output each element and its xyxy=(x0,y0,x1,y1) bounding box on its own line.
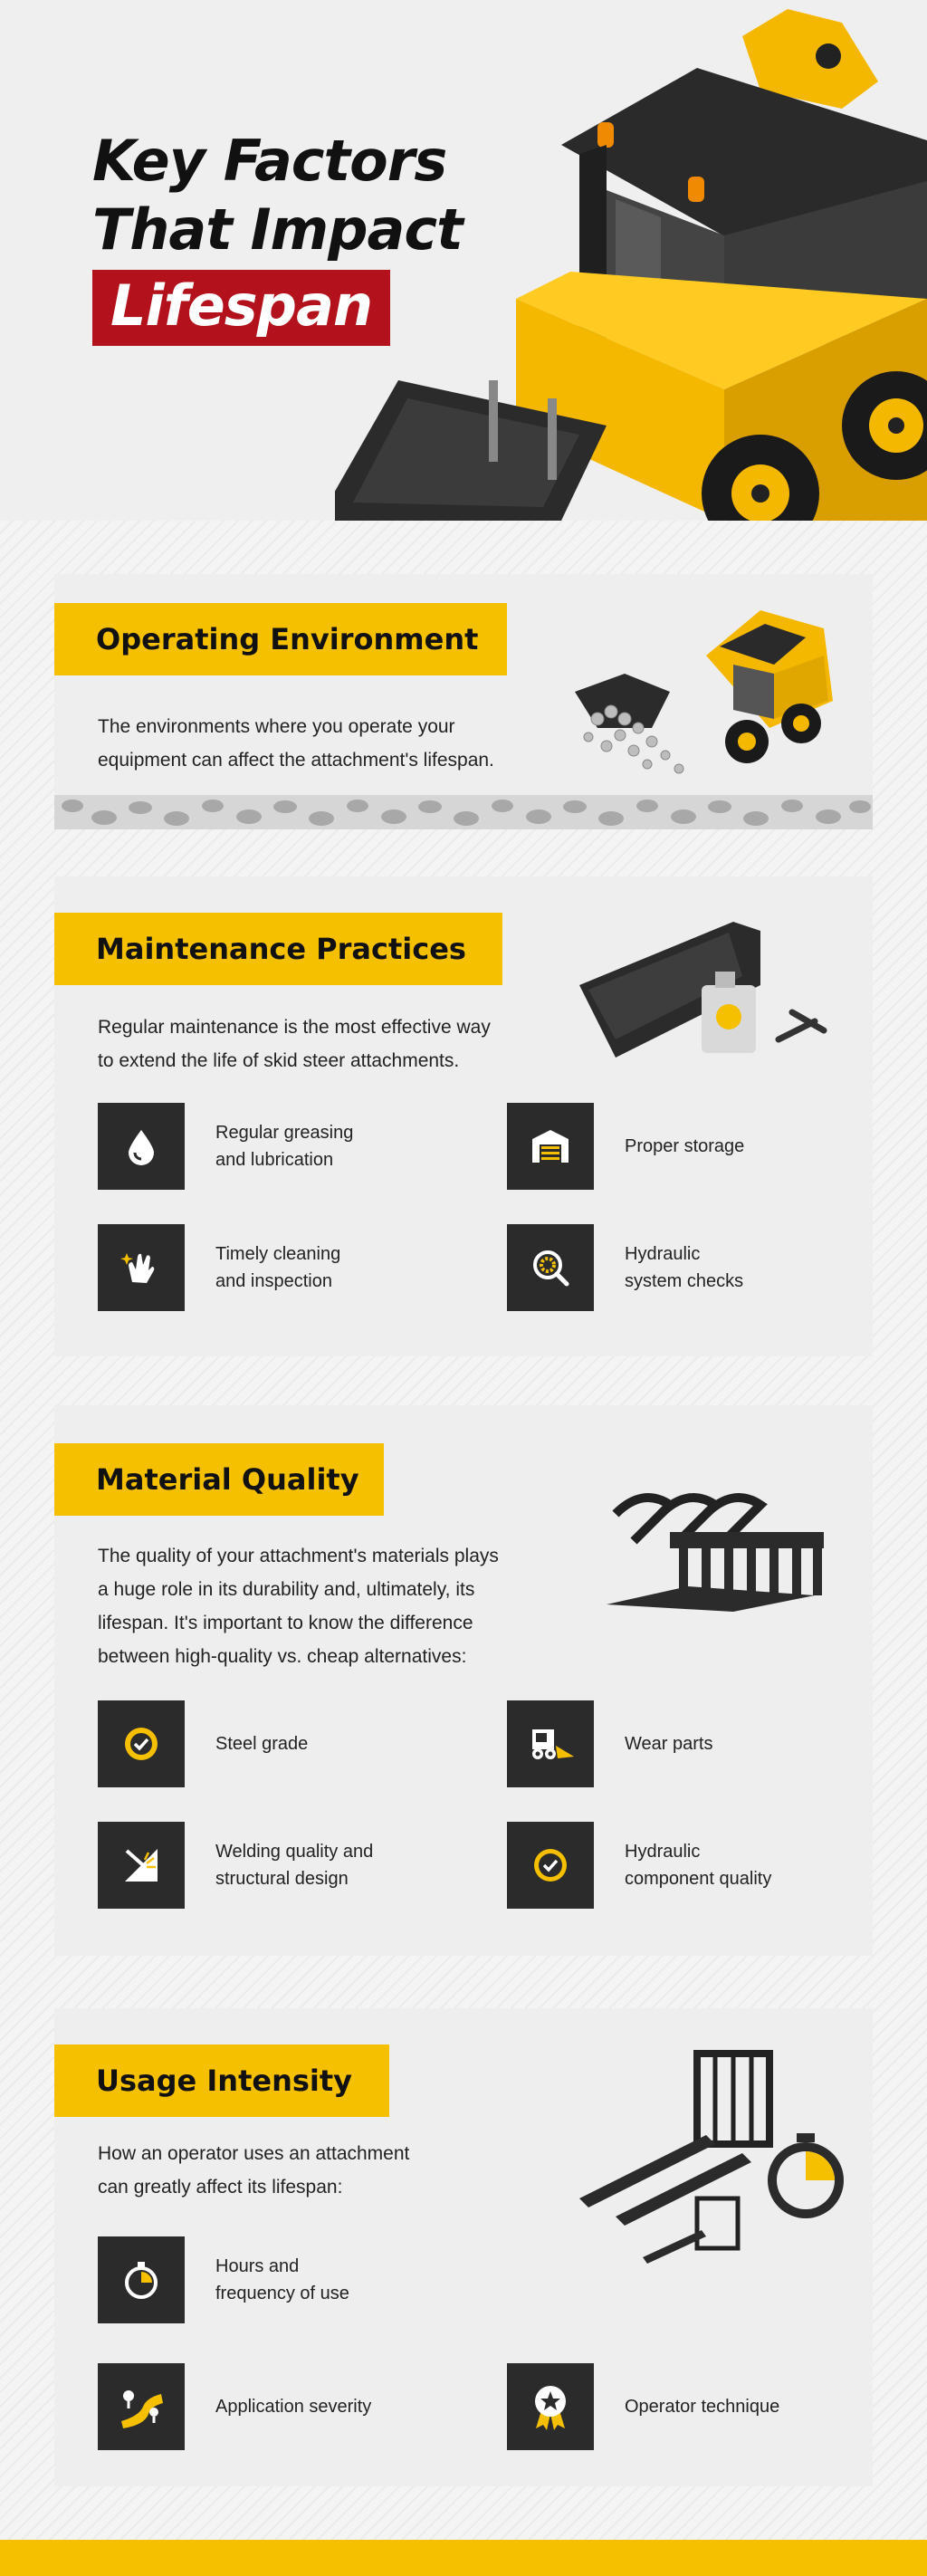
feature-line: and inspection xyxy=(215,1271,332,1291)
feature-line: Timely cleaning xyxy=(215,1244,341,1264)
garage-icon xyxy=(507,1103,594,1190)
badge-check-icon xyxy=(98,1700,185,1787)
feature-storage xyxy=(507,1103,851,1190)
feature-label xyxy=(215,1838,433,1892)
feature-line: Regular greasing xyxy=(215,1123,354,1143)
feature-line: Steel grade xyxy=(215,1734,309,1754)
feature-label xyxy=(215,1240,433,1295)
feature-line: Operator technique xyxy=(625,2397,780,2417)
feature-label xyxy=(215,2253,433,2307)
award-star-icon xyxy=(507,2363,594,2450)
feature-line: frequency of use xyxy=(215,2284,349,2303)
check-circle-icon xyxy=(507,1822,594,1909)
feature-label xyxy=(625,1730,842,1757)
feature-severity xyxy=(98,2363,460,2450)
bucket-and-oil-icon xyxy=(579,913,851,1067)
skid-steer-gravel-icon xyxy=(570,592,851,791)
feature-label xyxy=(625,1133,842,1160)
feature-label xyxy=(215,1730,433,1757)
maintenance-practices-card xyxy=(54,876,873,1356)
gear-magnifier-icon xyxy=(507,1224,594,1311)
gravel-strip xyxy=(54,795,873,829)
feature-line: Hydraulic xyxy=(625,1244,701,1264)
stopwatch-icon xyxy=(98,2236,185,2323)
title-highlight: Lifespan xyxy=(92,270,390,346)
feature-line: structural design xyxy=(215,1869,349,1889)
desc-line: The quality of your attachment's materials plays xyxy=(98,1546,499,1566)
section-label: Operating Environment xyxy=(54,603,507,675)
feature-hours xyxy=(98,2236,460,2323)
feature-welding xyxy=(98,1822,460,1909)
grapple-rake-icon xyxy=(597,1478,833,1614)
desc-line: lifespan. It's important to know the difference xyxy=(98,1613,473,1633)
desc-line: to extend the life of skid steer attachments. xyxy=(98,1050,460,1071)
title-line-2: That Impact xyxy=(92,196,463,263)
operating-environment-card xyxy=(54,574,873,829)
section-description xyxy=(98,710,494,777)
title-line-1: Key Factors xyxy=(92,128,447,194)
feature-steel-grade xyxy=(98,1700,460,1787)
material-quality-card xyxy=(54,1405,873,1956)
pallet-fork-stopwatch-icon xyxy=(579,2045,851,2271)
feature-hydraulic-quality xyxy=(507,1822,851,1909)
feature-label xyxy=(215,1119,433,1173)
hero-section xyxy=(0,0,927,521)
feature-wear-parts xyxy=(507,1700,851,1787)
feature-label xyxy=(625,2393,842,2420)
feature-greasing xyxy=(98,1103,460,1190)
feature-line: Welding quality and xyxy=(215,1842,374,1862)
footer-accent-bar xyxy=(0,2540,927,2576)
desc-line: How an operator uses an attachment xyxy=(98,2143,410,2164)
cleaning-glove-icon xyxy=(98,1224,185,1311)
section-description xyxy=(98,1010,491,1077)
feature-line: system checks xyxy=(625,1271,744,1291)
feature-label xyxy=(625,1838,842,1892)
feature-hydraulic-checks xyxy=(507,1224,851,1311)
desc-line: can greatly affect its lifespan: xyxy=(98,2177,343,2198)
feature-cleaning xyxy=(98,1224,460,1311)
section-description xyxy=(98,1539,499,1673)
feature-label xyxy=(625,1240,842,1295)
oil-drop-icon xyxy=(98,1103,185,1190)
section-description xyxy=(98,2137,409,2204)
desc-line: equipment can affect the attachment's lifespan. xyxy=(98,750,494,771)
desc-line: between high-quality vs. cheap alternatives: xyxy=(98,1646,467,1667)
skid-steer-illustration xyxy=(335,0,927,521)
feature-line: Hydraulic xyxy=(625,1842,701,1862)
road-pins-icon xyxy=(98,2363,185,2450)
feature-line: Application severity xyxy=(215,2397,372,2417)
desc-line: a huge role in its durability and, ultimately, its xyxy=(98,1579,475,1600)
feature-label xyxy=(215,2393,433,2420)
feature-line: Wear parts xyxy=(625,1734,713,1754)
desc-line: The environments where you operate your xyxy=(98,716,455,737)
feature-line: component quality xyxy=(625,1869,772,1889)
section-label: Maintenance Practices xyxy=(54,913,502,985)
welding-icon xyxy=(98,1822,185,1909)
feature-line: and lubrication xyxy=(215,1150,334,1170)
feature-operator-technique xyxy=(507,2363,851,2450)
skid-steer-icon xyxy=(507,1700,594,1787)
section-label: Usage Intensity xyxy=(54,2045,389,2117)
feature-line: Hours and xyxy=(215,2256,300,2276)
section-label: Material Quality xyxy=(54,1443,384,1516)
usage-intensity-card xyxy=(54,2008,873,2486)
feature-line: Proper storage xyxy=(625,1136,745,1156)
desc-line: Regular maintenance is the most effective way xyxy=(98,1017,491,1038)
